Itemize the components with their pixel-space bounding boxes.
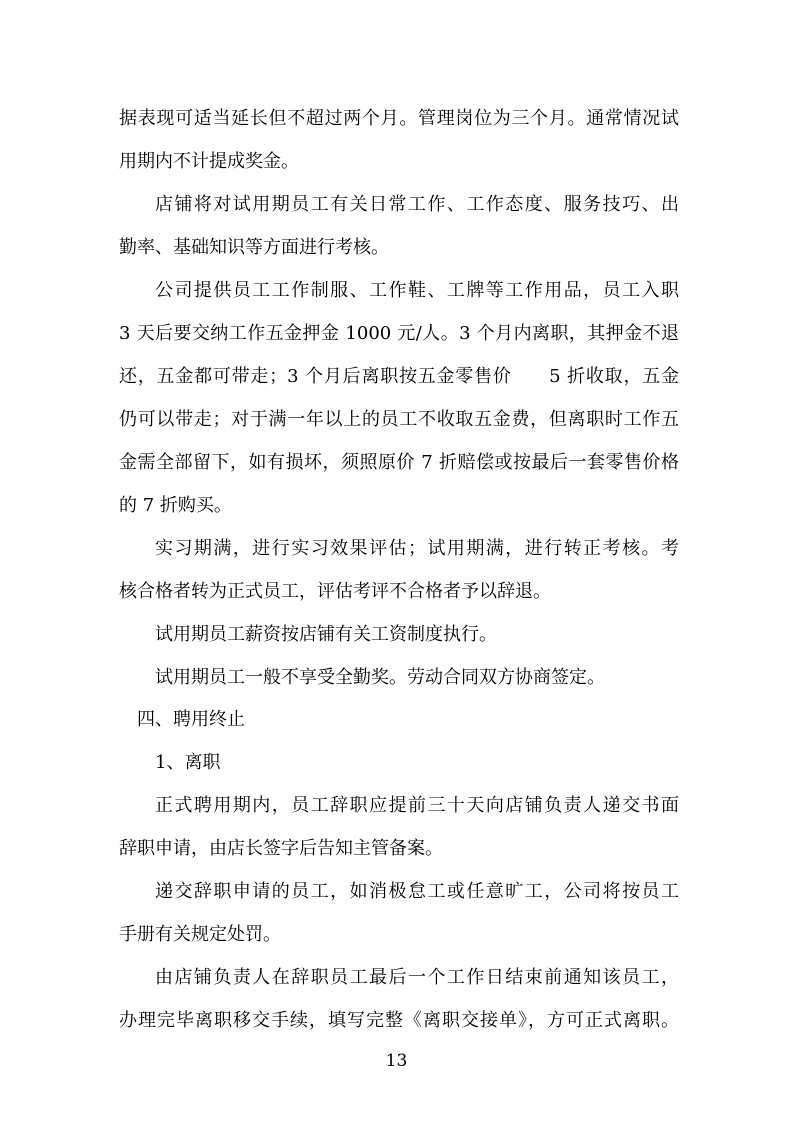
text-line: 勤率、基础知识等方面进行考核。 bbox=[119, 237, 389, 258]
text-line: 的 7 折购买。 bbox=[119, 495, 232, 516]
text-line: 递交辞职申请的员工，如消极怠工或任意旷工，公司将按员工 bbox=[155, 881, 679, 902]
subsection-heading: 1、离职 bbox=[155, 752, 221, 773]
text-line: 用期内不计提成奖金。 bbox=[119, 151, 299, 172]
text-line: 实习期满，进行实习效果评估；试用期满，进行转正考核。考 bbox=[155, 538, 679, 559]
text-line: 试用期员工一般不享受全勤奖。劳动合同双方协商签定。 bbox=[155, 667, 605, 688]
text-line: 金需全部留下，如有损坏，须照原价 7 折赔偿或按最后一套零售价格 bbox=[119, 452, 679, 473]
text-line: 3 天后要交纳工作五金押金 1000 元/人。3 个月内离职，其押金不退 bbox=[119, 323, 679, 344]
text-line: 正式聘用期内，员工辞职应提前三十天向店铺负责人递交书面 bbox=[155, 795, 679, 816]
text-line: 还，五金都可带走；3 个月后离职按五金零售价 5 折收取，五金 bbox=[119, 366, 679, 387]
text-line: 据表现可适当延长但不超过两个月。管理岗位为三个月。通常情况试 bbox=[119, 108, 679, 129]
text-line: 办理完毕离职移交手续，填写完整《离职交接单》，方可正式离职。 bbox=[119, 1010, 679, 1031]
text-line: 仍可以带走；对于满一年以上的员工不收取五金费，但离职时工作五 bbox=[119, 409, 679, 430]
text-line: 辞职申请，由店长签字后告知主管备案。 bbox=[119, 838, 443, 859]
text-line: 由店铺负责人在辞职员工最后一个工作日结束前通知该员工， bbox=[155, 967, 679, 988]
text-line: 公司提供员工工作制服、工作鞋、工牌等工作用品，员工入职 bbox=[155, 280, 679, 301]
text-line: 试用期员工薪资按店铺有关工资制度执行。 bbox=[155, 624, 497, 645]
section-heading: 四、聘用终止 bbox=[137, 709, 245, 730]
page-number: 13 bbox=[385, 1051, 408, 1071]
text-line: 手册有关规定处罚。 bbox=[119, 924, 281, 945]
text-line: 店铺将对试用期员工有关日常工作、工作态度、服务技巧、出 bbox=[155, 194, 679, 215]
text-line: 核合格者转为正式员工，评估考评不合格者予以辞退。 bbox=[119, 581, 551, 602]
